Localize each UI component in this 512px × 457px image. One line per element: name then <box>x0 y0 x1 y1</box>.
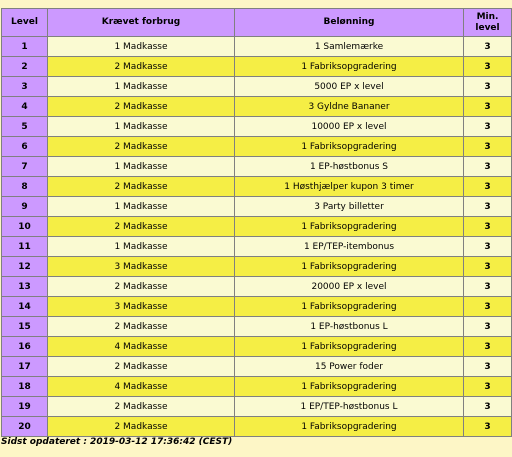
cell-reward: 3 Party billetter <box>235 197 464 217</box>
cell-level: 5 <box>2 117 48 137</box>
header-min-level-line2: level <box>475 22 500 33</box>
cell-min-level: 3 <box>464 137 512 157</box>
table-row <box>2 417 512 437</box>
table-header-row <box>2 9 512 37</box>
cell-level: 20 <box>2 417 48 437</box>
cell-reward: 1 Fabriksopgradering <box>235 57 464 77</box>
table-row <box>2 257 512 277</box>
cell-cost: 2 Madkasse <box>48 177 235 197</box>
cell-reward: 1 EP/TEP-itembonus <box>235 237 464 257</box>
cell-min-level: 3 <box>464 77 512 97</box>
cell-cost: 2 Madkasse <box>48 317 235 337</box>
cell-min-level: 3 <box>464 257 512 277</box>
cell-cost: 1 Madkasse <box>48 237 235 257</box>
header-level: Level <box>2 9 48 37</box>
cell-reward: 1 Fabriksopgradering <box>235 377 464 397</box>
cell-cost: 2 Madkasse <box>48 97 235 117</box>
cell-cost: 1 Madkasse <box>48 197 235 217</box>
cell-min-level: 3 <box>464 117 512 137</box>
table-row <box>2 397 512 417</box>
header-min-level-line1: Min. <box>476 11 499 22</box>
cell-level: 11 <box>2 237 48 257</box>
cell-level: 8 <box>2 177 48 197</box>
cell-cost: 2 Madkasse <box>48 357 235 377</box>
cell-min-level: 3 <box>464 57 512 77</box>
cell-level: 18 <box>2 377 48 397</box>
cell-reward: 1 Fabriksopgradering <box>235 417 464 437</box>
cell-min-level: 3 <box>464 337 512 357</box>
cell-level: 1 <box>2 37 48 57</box>
table-row <box>2 337 512 357</box>
cell-cost: 4 Madkasse <box>48 377 235 397</box>
table-row <box>2 77 512 97</box>
cell-cost: 1 Madkasse <box>48 157 235 177</box>
cell-cost: 1 Madkasse <box>48 37 235 57</box>
cell-reward: 1 Fabriksopgradering <box>235 337 464 357</box>
cell-reward: 3 Gyldne Bananer <box>235 97 464 117</box>
cell-min-level: 3 <box>464 297 512 317</box>
table-row <box>2 177 512 197</box>
table-row <box>2 97 512 117</box>
cell-cost: 1 Madkasse <box>48 117 235 137</box>
cell-level: 6 <box>2 137 48 157</box>
cell-min-level: 3 <box>464 397 512 417</box>
table-row <box>2 317 512 337</box>
cell-cost: 2 Madkasse <box>48 417 235 437</box>
rewards-table <box>1 8 512 437</box>
cell-reward: 1 Fabriksopgradering <box>235 217 464 237</box>
cell-min-level: 3 <box>464 37 512 57</box>
cell-cost: 2 Madkasse <box>48 137 235 157</box>
cell-min-level: 3 <box>464 417 512 437</box>
table-row <box>2 297 512 317</box>
cell-reward: 5000 EP x level <box>235 77 464 97</box>
table-row <box>2 357 512 377</box>
cell-min-level: 3 <box>464 97 512 117</box>
cell-cost: 3 Madkasse <box>48 297 235 317</box>
header-reward: Belønning <box>235 9 464 37</box>
cell-min-level: 3 <box>464 377 512 397</box>
cell-min-level: 3 <box>464 157 512 177</box>
table-row <box>2 197 512 217</box>
cell-min-level: 3 <box>464 317 512 337</box>
table-row <box>2 117 512 137</box>
cell-min-level: 3 <box>464 177 512 197</box>
cell-level: 2 <box>2 57 48 77</box>
cell-reward: 10000 EP x level <box>235 117 464 137</box>
cell-level: 19 <box>2 397 48 417</box>
last-updated: Sidst opdateret : 2019-03-12 17:36:42 (CEST) <box>1 437 233 447</box>
cell-reward: 1 EP/TEP-høstbonus L <box>235 397 464 417</box>
table-row <box>2 137 512 157</box>
table-body <box>2 37 512 437</box>
cell-reward: 1 EP-høstbonus L <box>235 317 464 337</box>
cell-cost: 3 Madkasse <box>48 257 235 277</box>
cell-min-level: 3 <box>464 237 512 257</box>
cell-reward: 1 Høsthjælper kupon 3 timer <box>235 177 464 197</box>
cell-level: 15 <box>2 317 48 337</box>
cell-min-level: 3 <box>464 217 512 237</box>
table-row <box>2 377 512 397</box>
cell-cost: 4 Madkasse <box>48 337 235 357</box>
cell-level: 14 <box>2 297 48 317</box>
cell-reward: 1 Fabriksopgradering <box>235 137 464 157</box>
cell-level: 12 <box>2 257 48 277</box>
cell-cost: 2 Madkasse <box>48 397 235 417</box>
cell-cost: 2 Madkasse <box>48 217 235 237</box>
table-row <box>2 57 512 77</box>
cell-level: 17 <box>2 357 48 377</box>
header-min-level <box>464 9 512 37</box>
cell-reward: 1 Fabriksopgradering <box>235 297 464 317</box>
table-row <box>2 237 512 257</box>
cell-reward: 1 EP-høstbonus S <box>235 157 464 177</box>
cell-level: 3 <box>2 77 48 97</box>
cell-min-level: 3 <box>464 197 512 217</box>
cell-cost: 2 Madkasse <box>48 277 235 297</box>
cell-reward: 15 Power foder <box>235 357 464 377</box>
cell-level: 16 <box>2 337 48 357</box>
header-cost: Krævet forbrug <box>48 9 235 37</box>
table-row <box>2 157 512 177</box>
table-row <box>2 217 512 237</box>
cell-level: 9 <box>2 197 48 217</box>
cell-cost: 1 Madkasse <box>48 77 235 97</box>
cell-reward: 1 Samlemærke <box>235 37 464 57</box>
cell-level: 7 <box>2 157 48 177</box>
cell-min-level: 3 <box>464 277 512 297</box>
cell-reward: 20000 EP x level <box>235 277 464 297</box>
cell-level: 4 <box>2 97 48 117</box>
cell-min-level: 3 <box>464 357 512 377</box>
cell-cost: 2 Madkasse <box>48 57 235 77</box>
cell-level: 10 <box>2 217 48 237</box>
cell-reward: 1 Fabriksopgradering <box>235 257 464 277</box>
table-row <box>2 277 512 297</box>
cell-level: 13 <box>2 277 48 297</box>
table-row <box>2 37 512 57</box>
